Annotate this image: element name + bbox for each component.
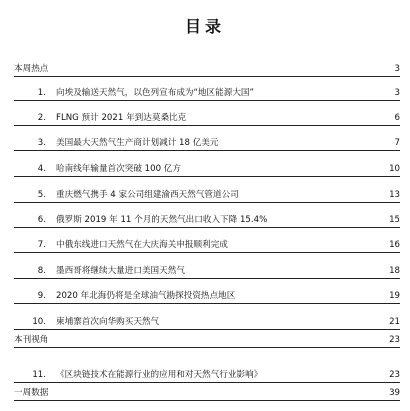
toc-page-number: 16: [389, 240, 400, 250]
toc-entry[interactable]: [14, 86, 400, 101]
toc-entry[interactable]: [14, 111, 400, 126]
toc-entry[interactable]: [14, 213, 400, 228]
toc-page-number: 21: [389, 317, 400, 327]
toc-page-number: 3: [394, 64, 400, 74]
toc-entry-number: 7.: [37, 240, 46, 250]
toc-page-number: 6: [394, 113, 400, 123]
toc-entry-number: 9.: [37, 291, 46, 301]
toc-page-number: 19: [389, 291, 400, 301]
toc-entry-title: 柬埔寨首次向华购买天然气: [56, 317, 160, 327]
toc-entry-title: FLNG 预计 2021 年到达莫桑比克: [56, 113, 187, 123]
toc-page-number: 7: [394, 138, 400, 148]
toc-entry-title: 俄罗斯 2019 年 11 个月的天然气出口收入下降 15.4%: [56, 215, 268, 225]
toc-section-title: 本周热点: [14, 64, 49, 74]
toc-entry-number: 4.: [37, 164, 46, 174]
toc-entry[interactable]: [14, 368, 400, 383]
toc-entry[interactable]: [14, 315, 400, 330]
toc-entry-title: 中俄东线进口天然气在大庆海关申报顺利完成: [56, 240, 228, 250]
toc-page-number: 10: [389, 164, 400, 174]
toc-entry-number: 2.: [37, 113, 46, 123]
toc-page-number: 3: [394, 88, 400, 98]
toc-entry[interactable]: [14, 162, 400, 177]
toc-entry-number: 6.: [37, 215, 46, 225]
toc-section[interactable]: [14, 386, 400, 401]
toc-entry[interactable]: [14, 289, 400, 304]
toc-entry-title: 美国最大天然气生产商计划减计 18 亿美元: [56, 138, 219, 148]
toc-entry-title: 2020 年北海仍将是全球油气勘探投资热点地区: [56, 291, 236, 301]
toc-page-number: 23: [389, 370, 400, 380]
toc-section[interactable]: [14, 333, 400, 348]
toc-entry-number: 11.: [32, 370, 46, 380]
toc-entry-title: 重庆燃气携手 4 家公司组建渝西天然气管道公司: [56, 190, 239, 200]
toc-entry-number: 5.: [37, 190, 46, 200]
toc-entry-number: 8.: [37, 266, 46, 276]
toc-section-title: 一周数据: [14, 388, 49, 398]
toc-entry-title: 墨西哥将继续大量进口美国天然气: [56, 266, 185, 276]
toc-page-number: 13: [389, 190, 400, 200]
toc-entry[interactable]: [14, 136, 400, 151]
toc-page-number: 18: [389, 266, 400, 276]
toc-entry-title: 《区块链技术在能源行业的应用和对天然气行业影响》: [56, 370, 263, 380]
toc-entry-number: 1.: [37, 88, 46, 98]
toc-page-number: 39: [389, 388, 400, 398]
toc-entry[interactable]: [14, 188, 400, 203]
page-title: 目录: [184, 17, 225, 36]
toc-entry-title: 哈南线年输量首次突破 100 亿方: [56, 164, 181, 174]
toc-entry[interactable]: [14, 264, 400, 279]
toc-entry-number: 10.: [32, 317, 46, 327]
toc-entry-title: 向埃及输送天然气，以色列宣布成为“地区能源大国”: [56, 88, 254, 98]
toc-entry[interactable]: [14, 238, 400, 253]
toc-section[interactable]: [14, 62, 400, 77]
toc-page-number: 15: [389, 215, 400, 225]
toc-entry-number: 3.: [37, 138, 46, 148]
toc-section-title: 本刊视角: [14, 335, 49, 345]
toc-page-number: 23: [389, 335, 400, 345]
